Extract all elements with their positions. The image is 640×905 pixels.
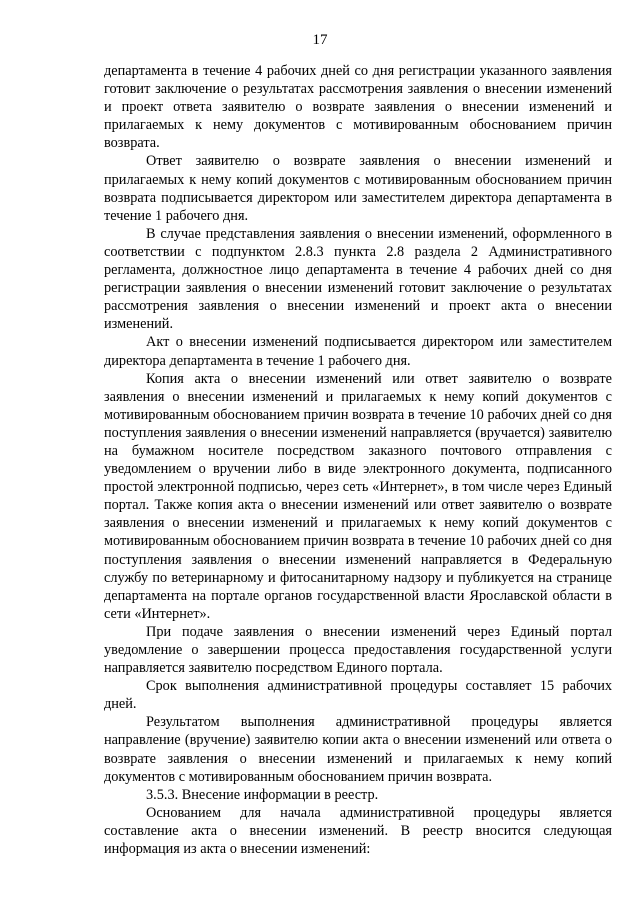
paragraph: Результатом выполнения административной процедуры является направление (вручение) заявителю копии акта о внесении изменений или ответа о возврате заявления о внесении изменений и прилагаемых к нему копий документов с мотивированным обоснованием причин возврата. [104,714,612,785]
paragraph: При подаче заявления о внесении изменений через Единый портал уведомление о завершении процесса предоставления государственной услуги направляется заявителю посредством Единого портала. [104,623,612,677]
paragraph: департамента в течение 4 рабочих дней со дня регистрации указанного заявления готовит заключение о результатах рассмотрения заявления о внесении изменений и проект ответа заявителю о возврате заявления о внесении изменений и прилагаемых к нему документов с мотивированным обоснованием причин возврата. [104,63,612,152]
page-number: 17 [312,32,328,48]
section-heading: 3.5.3. Внесение информации в реестр. [146,786,379,803]
paragraph: Копия акта о внесении изменений или ответ заявителю о возврате заявления о внесении изменений и прилагаемых к нему копий документов с мотивированным обоснованием причин возврата в течение 10 рабочих дней со дня поступления заявления о внесении изменений направляется (вручается) заявителю на бумажном носителе посредством заказного почтового отправления с уведомлением о вручении либо в виде электронного документа, подписанного простой электронной подписью, через сеть «Интернет», в том числе через Единый портал. Также копия акта о внесении изменений или ответ заявителю о возврате заявления о внесении изменений и прилагаемых к нему копий документов с мотивированным обоснованием причин возврата в течение 10 рабочих дней со дня поступления заявления о внесении изменений направляется в Федеральную службу по ветеринарному и фитосанитарному надзору и публикуется на странице департамента на портале органов государственной власти Ярославской области в сети «Интернет». [104,370,612,622]
paragraph: Ответ заявителю о возврате заявления о внесении изменений и прилагаемых к нему копий документов с мотивированным обоснованием причин возврата подписывается директором или заместителем директора департамента в течение 1 рабочего дня. [104,153,612,224]
paragraph: Акт о внесении изменений подписывается директором или заместителем директора департамента в течение 1 рабочего дня. [104,334,612,369]
paragraph: Основанием для начала административной процедуры является составление акта о внесении изменений. В реестр вносится следующая информация из акта о внесении изменений: [104,804,612,858]
document-body [104,62,612,858]
paragraph: В случае представления заявления о внесении изменений, оформленного в соответствии с подпунктом 2.8.3 пункта 2.8 раздела 2 Административного регламента, должностное лицо департамента в течение 4 рабочих дней со дня регистрации заявления о внесении изменений готовит заключение о результатах рассмотрения заявления о внесении изменений и проект акта о внесении изменений. [104,225,612,333]
paragraph: Срок выполнения административной процедуры составляет 15 рабочих дней. [104,678,612,713]
